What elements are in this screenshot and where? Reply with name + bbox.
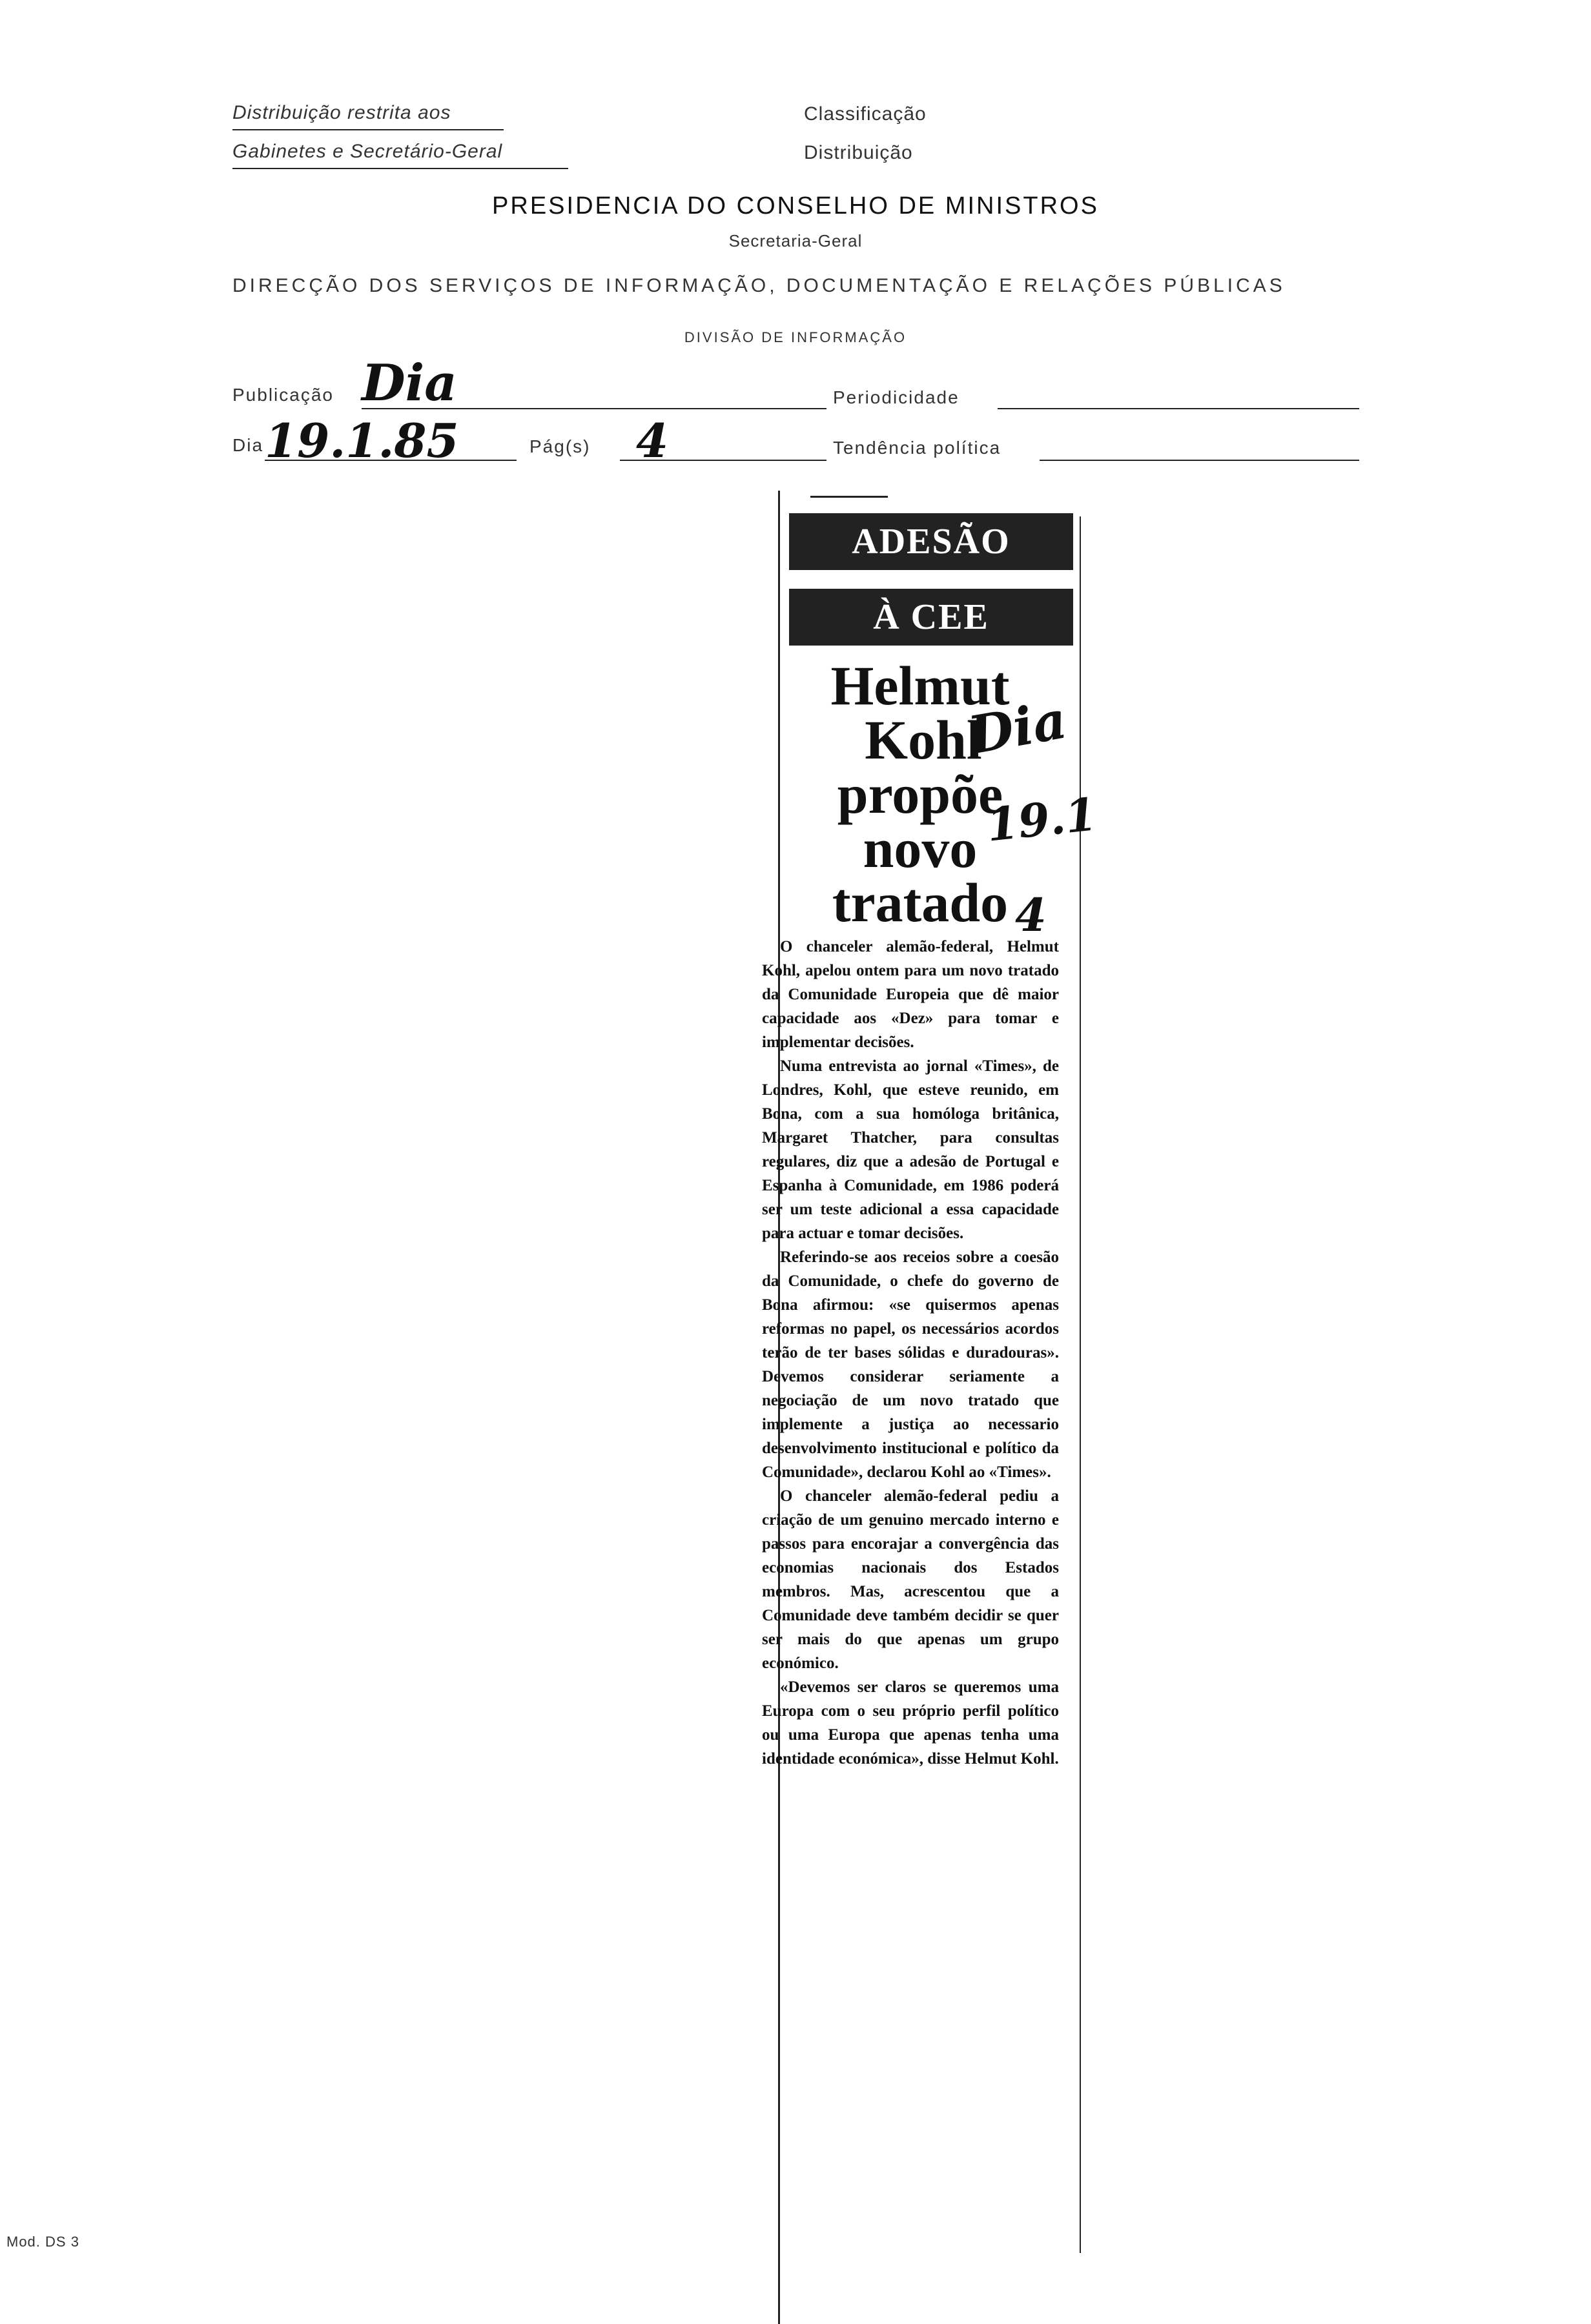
distribution-label: Distribuição xyxy=(804,142,913,163)
division-title: DIVISÃO DE INFORMAÇÃO xyxy=(684,329,907,345)
publication-rule xyxy=(362,408,826,409)
header-underline-1 xyxy=(232,129,504,130)
article-paragraph-1: O chanceler alemão-federal, Helmut Kohl, apelou ontem para um novo tratado da Comunidade Europeia que dê maior capacidade aos «Dez» para tomar e implementar decisões. xyxy=(762,938,1059,1051)
pages-value: 4 xyxy=(636,413,669,468)
classification-label: Classificação xyxy=(804,103,927,125)
article-body xyxy=(762,935,1059,1771)
pages-label: Pág(s) xyxy=(529,436,591,456)
pages-rule xyxy=(620,460,826,461)
org-title: PRESIDENCIA DO CONSELHO DE MINISTROS xyxy=(492,192,1099,219)
headline-line-2: Kohl xyxy=(865,709,982,771)
date-rule xyxy=(265,460,517,461)
headline-line-4: novo xyxy=(863,817,978,879)
banner-cee: À CEE xyxy=(789,589,1073,646)
article-paragraph-5: «Devemos ser claros se queremos uma Europa com o seu próprio perfil político ou uma Europa que apenas tenha uma identidade económica», disse Helmut Kohl. xyxy=(762,1678,1059,1768)
article-paragraph-4: O chanceler alemão-federal pediu a criação de um genuino mercado interno e passos para encorajar a convergência das economias nacionais dos Estados membros. Mas, acrescentou que a Comunidade deve também decidir se quer ser mais do que apenas um grupo económico. xyxy=(762,1487,1059,1672)
banner-adesao: ADESÃO xyxy=(789,513,1073,570)
headline-line-1: Helmut xyxy=(830,655,1010,717)
direction-title: DIRECÇÃO DOS SERVIÇOS DE INFORMAÇÃO, DOCUMENTAÇÃO E RELAÇÕES PÚBLICAS xyxy=(232,275,1286,296)
article-paragraph-3: Referindo-se aos receios sobre a coesão da Comunidade, o chefe do governo de Bona afirmou: «se quisermos apenas reformas no papel, os necessários acordos terão de ter bases sólidas e duradouras». Devemos considerar seriamente a negociação de um novo tratado que implemente a justiça ao necessario desenvolvimento institucional e político da Comunidade», declarou Kohl ao «Times». xyxy=(762,1249,1059,1481)
date-value: 19.1.85 xyxy=(265,413,459,468)
tendency-rule xyxy=(1040,460,1359,461)
distribution-restricted-line1: Distribuição restrita aos xyxy=(232,102,451,123)
periodicity-rule xyxy=(998,408,1359,409)
headline-line-3: propõe xyxy=(837,763,1003,825)
clipping-top-mark xyxy=(810,496,888,498)
handwritten-annotation-page: 4 xyxy=(1015,888,1047,942)
date-label: Dia xyxy=(232,435,264,455)
form-model-footer: Mod. DS 3 xyxy=(6,2234,79,2250)
distribution-restricted-line2: Gabinetes e Secretário-Geral xyxy=(232,141,503,162)
periodicity-label: Periodicidade xyxy=(833,387,960,407)
header-underline-2 xyxy=(232,168,568,169)
org-subtitle: Secretaria-Geral xyxy=(728,231,863,250)
handwritten-annotation-date: 19.1 xyxy=(984,787,1100,852)
clipping-right-border xyxy=(1080,516,1081,2253)
headline-line-5: tratado xyxy=(832,872,1009,933)
handwritten-annotation-name: Dia xyxy=(963,689,1071,766)
tendency-label: Tendência política xyxy=(833,438,1001,458)
article-paragraph-2: Numa entrevista ao jornal «Times», de Londres, Kohl, que esteve reunido, em Bona, com a sua homóloga britânica, Margaret Thatcher, para consultas regulares, diz que a adesão de Portugal e Espanha à Comunidade, em 1986 poderá ser um teste adicional a essa capacidade para actuar e tomar decisões. xyxy=(762,1057,1059,1242)
publication-label: Publicação xyxy=(232,385,334,405)
publication-value: Dia xyxy=(362,354,457,413)
